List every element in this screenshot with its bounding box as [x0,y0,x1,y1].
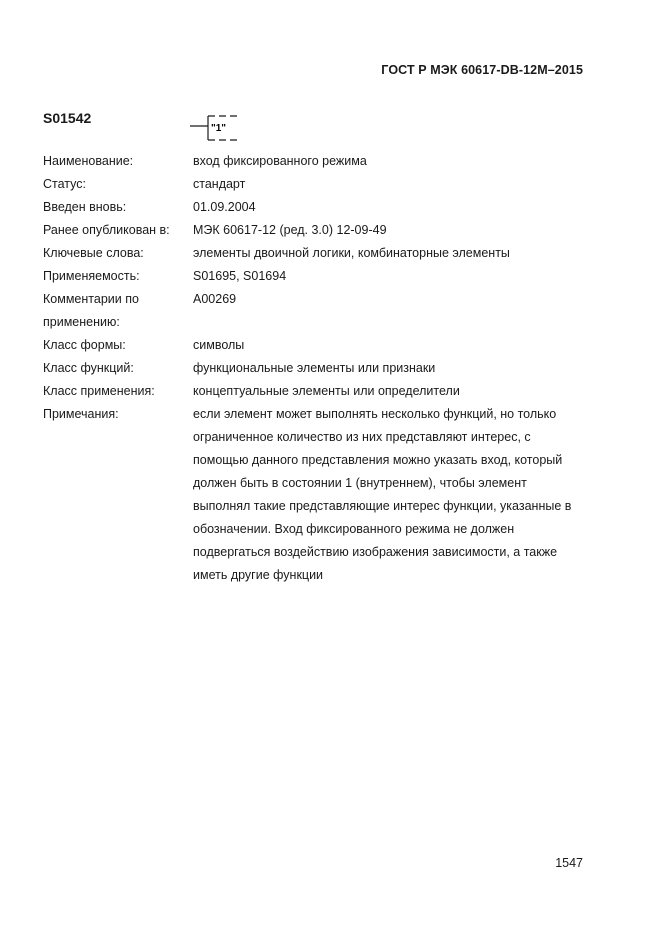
symbol-label: "1" [211,123,227,134]
field-row [43,380,603,403]
field-row [43,265,603,288]
field-value: стандарт [193,177,246,191]
field-value: 01.09.2004 [193,200,256,214]
field-label: Ранее опубликован в: [43,223,170,237]
field-value: вход фиксированного режима [193,154,367,168]
field-value: концептуальные элементы или определители [193,384,460,398]
field-value: функциональные элементы или признаки [193,361,436,375]
field-row [43,403,603,587]
page-number: 1547 [555,856,583,870]
symbol-code: S01542 [43,110,92,126]
field-row [43,357,603,380]
field-list [43,150,603,587]
field-value: элементы двоичной логики, комбинаторные элементы [193,246,510,260]
field-label: Наименование: [43,154,134,168]
field-row [43,288,603,334]
field-label: Ключевые слова: [43,246,144,260]
field-value: A00269 [193,292,237,306]
field-label: Применяемость: [43,269,140,283]
field-label: Класс формы: [43,338,126,352]
field-row [43,196,603,219]
field-label: Статус: [43,177,86,191]
symbol-graphic [188,110,258,150]
field-value: если элемент может выполнять несколько функций, но только ограниченное количество из них представляют интерес, с помощью данного представления можно указать вход, который должен быть в состоянии 1 (внутреннем), чтобы элемент выполнял такие представляющие интерес функции, указанные в обозначении. Вход фиксированного режима не должен подвергаться воздействию изображения зависимости, а также иметь другие функции [193,407,572,582]
field-row [43,242,603,265]
field-value: МЭК 60617-12 (ред. 3.0) 12-09-49 [193,223,387,237]
field-row [43,173,603,196]
field-label: Комментарии по применению: [43,292,139,329]
field-label: Класс функций: [43,361,134,375]
field-value: S01695, S01694 [193,269,287,283]
field-label: Класс применения: [43,384,155,398]
field-label: Введен вновь: [43,200,127,214]
field-value: символы [193,338,245,352]
field-label: Примечания: [43,407,119,421]
field-row [43,150,603,173]
field-row [43,334,603,357]
standard-header: ГОСТ Р МЭК 60617-DB-12М–2015 [381,63,583,77]
field-row [43,219,603,242]
